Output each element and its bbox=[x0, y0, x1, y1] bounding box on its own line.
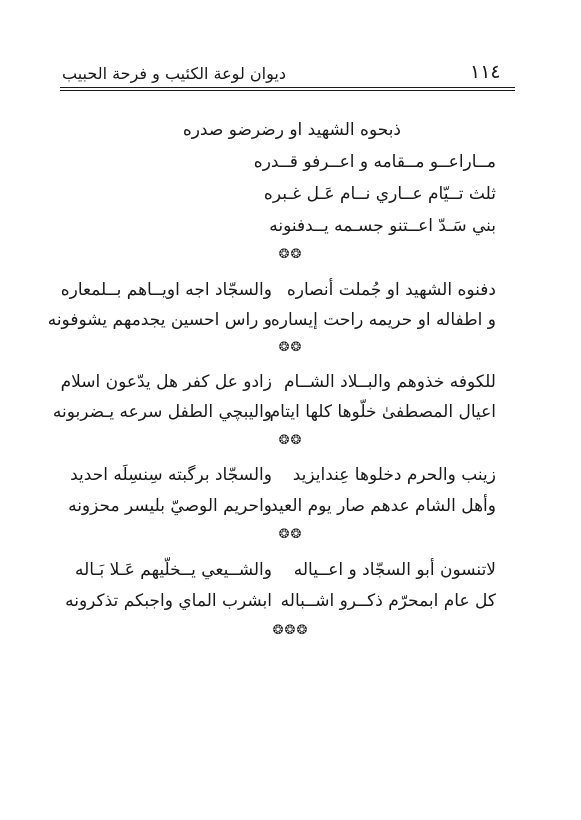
book-title: ديوان لوعة الكئيب و فرحة الحبيب bbox=[62, 64, 286, 83]
verse-hemistich-right: لاتنسون أبو السجّاد و اعــياله bbox=[293, 560, 496, 580]
verse-hemistich-left: زادو عل كفر هل يدّعون اسلام bbox=[60, 372, 272, 392]
verse-hemistich-right: و اطفاله او حريمه راحت إيساره bbox=[270, 310, 496, 330]
verse-hemistich-right: دفنوه الشهيد او جُملت أنصاره bbox=[286, 280, 496, 300]
ornament-divider: ❂❂ bbox=[278, 527, 303, 542]
ornament-divider: ❂❂ bbox=[278, 247, 303, 262]
intro-line: مــاراعــو مــقامه و اعــرفو قــدره bbox=[253, 152, 496, 172]
verse-hemistich-left: والشــيعي يــخلّيهم عَـلا بَـاله bbox=[75, 560, 272, 580]
verse-hemistich-left: والسجّاد اجه اويــاهم بــلمعاره bbox=[60, 280, 272, 300]
ornament-end: ❂❂❂ bbox=[272, 623, 309, 638]
header-rule-top bbox=[60, 87, 515, 88]
intro-line: ثلث تــيّام عــاري نــام عَـل غـبره bbox=[263, 184, 496, 204]
verse-hemistich-right: وأهل الشام عدهم صار يوم العيد bbox=[270, 496, 496, 516]
verse-hemistich-left: واحريم الوصيّ بليسر محزونه bbox=[68, 496, 272, 516]
page-number: ١١٤ bbox=[470, 61, 501, 83]
verse-hemistich-right: كل عام ابمحرّم ذكــرو اشــباله bbox=[280, 591, 496, 611]
verse-hemistich-right: اعيال المصطفىٰ خلّوها كلها ايتام bbox=[269, 402, 496, 422]
intro-line: ذبحوه الشهيد او رضرضو صدره bbox=[182, 120, 401, 140]
verse-hemistich-right: زينب والحرم دخلوها عِندايزيد bbox=[292, 465, 496, 485]
ornament-divider: ❂❂ bbox=[278, 433, 303, 448]
intro-line: بني سَـدّ اعــتنو جسـمه يــدفنونه bbox=[269, 216, 496, 236]
ornament-divider: ❂❂ bbox=[278, 340, 303, 355]
verse-hemistich-left: والسجّاد برگبته سِنسِلَه احديد bbox=[70, 465, 272, 485]
verse-hemistich-right: للكوفه خذوهم والبــلاد الشــام bbox=[283, 372, 496, 392]
verse-hemistich-left: ابشرب الماي واجبكم تذكرونه bbox=[65, 591, 272, 611]
header-rule-bottom bbox=[60, 90, 515, 91]
verse-hemistich-left: واليبچي الطفل سرعه يـضربونه bbox=[52, 402, 272, 422]
verse-hemistich-left: و راس احسين يجدمهم يشوفونه bbox=[47, 310, 272, 330]
